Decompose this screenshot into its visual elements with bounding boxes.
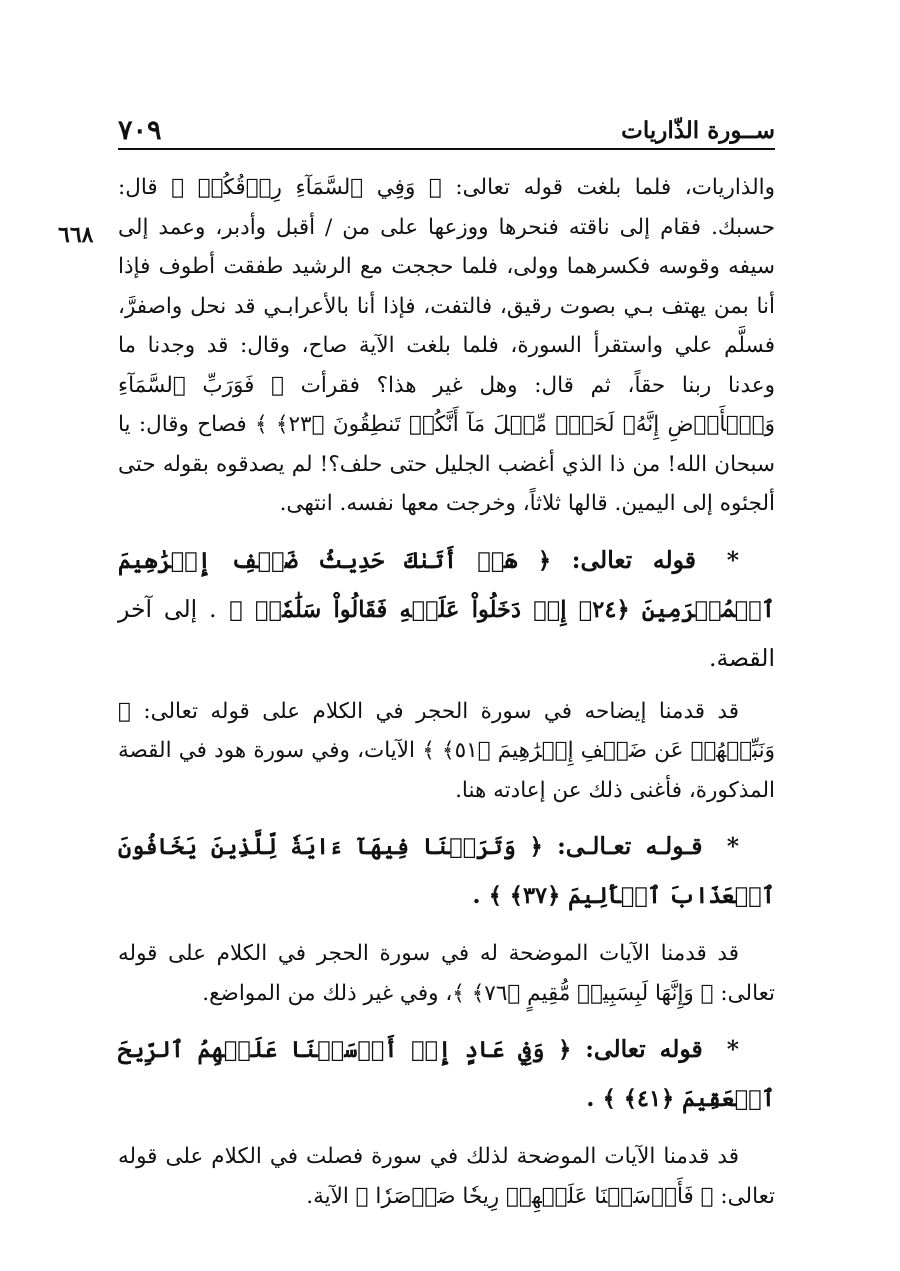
- heading-label: قوله تعالى:: [571, 545, 697, 574]
- page-number: ٧٠٩: [118, 115, 162, 146]
- asterisk-marker: *: [726, 832, 739, 860]
- main-text: [118, 168, 775, 1216]
- heading-tail: .: [586, 1084, 595, 1112]
- asterisk-marker: *: [726, 545, 739, 574]
- paragraph-commentary-1: قد قدمنا إيضاحه في سورة الحجر في الكلام على قوله تعالى: ﴿ وَنَبِّئۡهُمۡ عَن ضَيۡفِ إِبۡرَٰهِيمَ ﴿٥١﴾ ﴾ الآيات، وفي سورة هود في القصة المذكورة، فأغنى ذلك عن إعادته هنا.: [118, 698, 775, 803]
- heading-tail: . إلى آخر القصة.: [118, 594, 775, 672]
- margin-page-reference: ٦٦٨: [58, 222, 94, 248]
- page-header: [118, 108, 775, 150]
- verse-heading-1: [118, 536, 775, 682]
- heading-label: قوله تعالى:: [585, 1035, 703, 1063]
- asterisk-marker: *: [726, 1035, 740, 1063]
- quran-verse: ﴿ وَتَرَكۡنَا فِيهَآ ءَايَةٗ لِّلَّذِينَ يَخَافُونَ ٱلۡعَذَابَ ٱلۡأَلِيمَ ﴿٣٧﴾ ﴾: [118, 834, 775, 909]
- heading-tail: .: [472, 881, 481, 909]
- paragraph-commentary-3: قد قدمنا الآيات الموضحة لذلك في سورة فصلت في الكلام على قوله تعالى: ﴿ فَأَرۡسَلۡنَا عَلَيۡهِمۡ رِيحٗا صَرۡصَرٗا ﴾ الآية.: [118, 1144, 775, 1209]
- paragraph-commentary-2: قد قدمنا الآيات الموضحة له في سورة الحجر في الكلام على قوله تعالى: ﴿ وَإِنَّهَا لَبِسَبِيلٖ مُّقِيمٍ ﴿٧٦﴾ ﴾، وفي غير ذلك من المواضع.: [118, 941, 775, 1006]
- heading-label: قـولـه تعـالـى:: [557, 832, 703, 860]
- verse-heading-2: [118, 822, 775, 920]
- quran-verse: ﴿ هَلۡ أَتَىٰكَ حَدِيثُ ضَيۡفِ إِبۡرَٰهِيمَ ٱلۡمُكۡرَمِينَ ﴿٢٤﴾ إِذۡ دَخَلُواْ عَلَيۡهِ فَقَالُواْ سَلَٰمٗاۖ ﴾: [118, 547, 775, 623]
- paragraph-story: والذاريات، فلما بلغت قوله تعالى: ﴿ وَفِي ٱلسَّمَآءِ رِزۡقُكُمۡ ﴾ قال: حسبك. فقام إلى ناقته فنحرها ووزعها على من / أقبل وأدبر، وعمد إلى سيفه وقوسه فكسرهما وولى، فلما حججت مع الرشيد طفقت أطوف فإذا أنا بمن يهتف بـي بصوت رقيق، فالتفت، فإذا أنا بالأعرابـي قد نحل واصفرَّ، فسلَّم علي واستقرأ السورة، فلما بلغت الآية صاح، وقال: قد وجدنا ما وعدنا ربنا حقاً، ثم قال: وهل غير هذا؟ فقرأت ﴿ فَوَرَبِّ ٱلسَّمَآءِ وَٱلۡأَرۡضِ إِنَّهُۥ لَحَقّٞ مِّثۡلَ مَآ أَنَّكُمۡ تَنطِقُونَ ﴿٢٣﴾ ﴾ فصاح وقال: يا سبحان الله! من ذا الذي أغضب الجليل حتى حلف؟! لم يصدقوه بقوله حتى ألجئوه إلى اليمين. قالها ثلاثاً، وخرجت معها نفسه. انتهى.: [118, 175, 775, 516]
- running-title: ســورة الذّاريات: [621, 117, 775, 144]
- quran-verse: ﴿ وَفِي عَادٍ إِذۡ أَرۡسَلۡنَا عَلَيۡهِمُ ٱلرِّيحَ ٱلۡعَقِيمَ ﴿٤١﴾ ﴾: [118, 1037, 775, 1112]
- verse-heading-3: [118, 1025, 775, 1123]
